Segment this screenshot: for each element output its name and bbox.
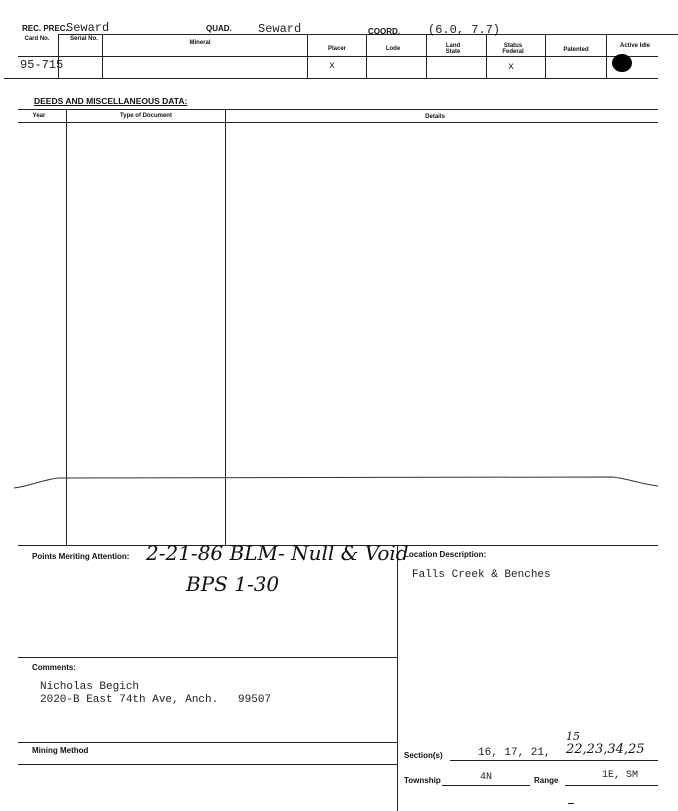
- coord-label: COORD.: [368, 27, 400, 36]
- claim-col-divider: [486, 34, 487, 78]
- col-land-state: Land State: [445, 43, 461, 55]
- card-no-value: 95-715: [20, 58, 64, 72]
- status-federal-value: x: [508, 62, 515, 73]
- township-value: 4N: [480, 772, 493, 783]
- claim-col-divider: [426, 34, 427, 78]
- claim-table-bottom-rule: [4, 78, 658, 79]
- points-bottom-rule: [18, 657, 398, 658]
- sections-label: Section(s): [404, 751, 443, 760]
- comments-line2: 2020-B East 74th Ave, Anch. 99507: [40, 694, 272, 706]
- mining-method-rule: [18, 764, 398, 765]
- quad-label: QUAD.: [206, 24, 232, 33]
- col-mineral: Mineral: [189, 40, 211, 46]
- points-handwritten-line2: BPS 1-30: [186, 572, 280, 596]
- rec-prec-label: REC. PREC.: [22, 24, 68, 33]
- claim-col-divider: [102, 34, 103, 78]
- col-card-no: Card No.: [24, 36, 50, 42]
- col-lode: Lode: [385, 46, 401, 52]
- points-handwritten-line1: 2-21-86 BLM- Null & Void: [146, 541, 409, 565]
- sections-typed: 16, 17, 21,: [478, 747, 551, 759]
- comments-label: Comments:: [32, 663, 77, 672]
- deeds-heading: DEEDS AND MISCELLANEOUS DATA:: [34, 96, 188, 106]
- col-patented: Patented: [563, 47, 589, 53]
- township-label: Township: [404, 776, 441, 785]
- sections-underline: [450, 760, 658, 761]
- claim-table-header-rule: [18, 56, 658, 57]
- deeds-top-rule: [18, 109, 658, 110]
- claim-col-divider: [545, 34, 546, 78]
- col-serial-no: Serial No.: [70, 36, 98, 42]
- header-rule: [58, 34, 678, 35]
- col-status-federal: Status Federal: [502, 43, 524, 55]
- col-placer: Placer: [327, 46, 346, 52]
- range-value: 1E, SM: [602, 770, 639, 781]
- range-label: Range: [534, 776, 559, 785]
- lower-center-divider: [397, 545, 398, 811]
- range-underline: [565, 785, 658, 786]
- active-idle-mark: [612, 54, 632, 72]
- rec-prec-value: Seward: [66, 21, 110, 35]
- location-label: Location Description:: [404, 550, 487, 559]
- claim-col-divider: [307, 34, 308, 78]
- points-label: Points Meriting Attention:: [32, 552, 130, 561]
- deeds-header-rule: [18, 122, 658, 123]
- placer-value: x: [329, 61, 336, 72]
- sections-handwritten-above: 15: [566, 730, 580, 743]
- comments-line1: Nicholas Begich: [40, 681, 140, 693]
- col-type-of-document: Type of Document: [120, 113, 172, 119]
- township-underline: [442, 785, 530, 786]
- col-year: Year: [32, 113, 46, 119]
- mining-method-label: Mining Method: [32, 746, 89, 755]
- col-details: Details: [425, 114, 445, 120]
- comments-bottom-rule: [18, 742, 398, 743]
- col-active-idle: Active Idle: [620, 43, 651, 49]
- sections-handwritten: 22,23,34,25: [566, 742, 645, 757]
- coord-value: (6.0, 7.7): [428, 23, 501, 37]
- fold-crease: [0, 470, 678, 494]
- claim-col-divider: [606, 34, 607, 78]
- quad-value: Seward: [258, 22, 302, 36]
- location-value: Falls Creek & Benches: [412, 569, 551, 581]
- claim-col-divider: [366, 34, 367, 78]
- stray-mark: [568, 803, 574, 804]
